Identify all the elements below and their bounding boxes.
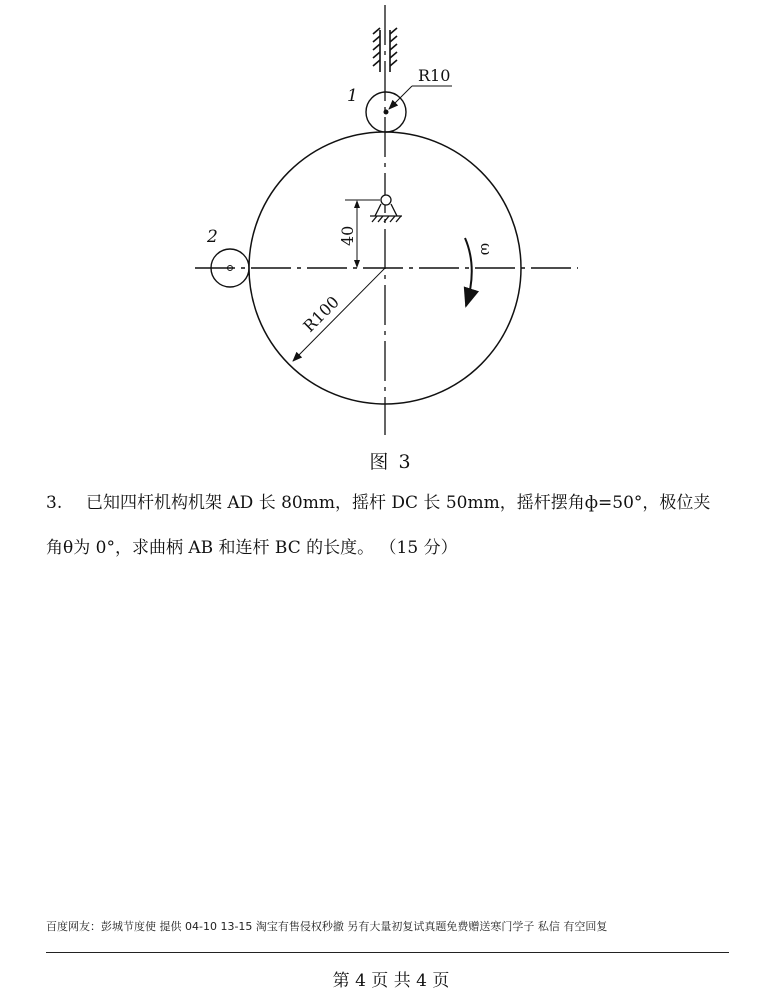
omega-arrow	[465, 238, 472, 306]
page-number: 第 4 页 共 4 页	[332, 971, 450, 991]
roller-1-center	[384, 110, 389, 115]
r10-label: R10	[418, 66, 451, 85]
question-line-1	[46, 492, 736, 514]
pivot-support	[370, 195, 402, 222]
question-text-1: 已知四杆机构机架 AD 长 80mm，摇杆 DC 长 50mm，摇杆摆角ф=50°，极位夹	[86, 493, 711, 513]
omega-label: ω	[477, 243, 495, 256]
dim40-label: 40	[338, 225, 357, 246]
r10-leader-diag	[389, 86, 412, 109]
dim40-arrow-top	[354, 200, 360, 208]
mechanism-figure	[0, 0, 782, 440]
footer-divider	[46, 952, 729, 953]
figure-caption: 图 3	[369, 451, 413, 473]
question-number: 3.	[46, 493, 63, 513]
footer-note: 百度网友：彭城节度使 提供 04-10 13-15 淘宝有售侵权秒撤 另有大量初复试真题免费赠送寒门学子 私信 有空回复	[46, 920, 608, 933]
roller-1-label: 1	[347, 86, 358, 106]
dim40-arrow-bottom	[354, 260, 360, 268]
r100-label: R100	[299, 292, 343, 336]
question-line-2: 角θ为 0°，求曲柄 AB 和连杆 BC 的长度。 （15 分）	[46, 538, 458, 558]
roller-2-label: 2	[207, 227, 218, 247]
